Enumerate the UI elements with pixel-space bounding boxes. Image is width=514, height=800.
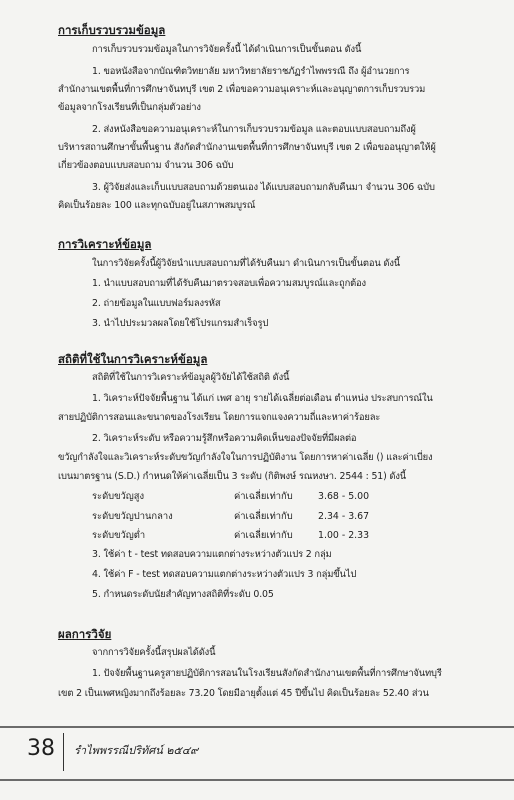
heading-data-analysis: การวิเคราะห์ข้อมูล <box>58 237 152 251</box>
level-label: ระดับขวัญปานกลาง <box>92 511 173 522</box>
level-range: 2.34 - 3.67 <box>318 511 370 522</box>
journal-name: รำไพพรรณีปริทัศน์ ๒๕๔๙ <box>74 744 199 757</box>
heading-data-collection: การเก็บรวบรวมข้อมูล <box>58 23 166 37</box>
paragraph-line: เบนมาตรฐาน (S.D.) กำหนดให้ค่าเฉลี่ยเป็น 3 ระดับ (กิติพงษ์ รณหงษา. 2544 : 51) ดังนี้ <box>58 471 407 482</box>
paragraph-line: สำนักงานเขตพื้นที่การศึกษาจันทบุรี เขต 2 เพื่อขอความอนุเคราะห์และอนุญาตการเก็บรวบรวม <box>58 84 426 95</box>
paragraph-line: เกี่ยวข้องตอบแบบสอบถาม จำนวน 306 ฉบับ <box>58 160 234 171</box>
level-range: 3.68 - 5.00 <box>318 491 370 502</box>
paragraph-line: ในการวิจัยครั้งนี้ผู้วิจัยนำแบบสอบถามที่ได้รับคืนมา ดำเนินการเป็นขั้นตอน ดังนี้ <box>92 258 401 269</box>
paragraph-line: 5. กำหนดระดับนัยสำคัญทางสถิติที่ระดับ 0.05 <box>92 589 274 600</box>
footer-rule <box>0 726 514 728</box>
paragraph-line: 3. ใช้ค่า t - test ทดสอบความแตกต่างระหว่างตัวแปร 2 กลุ่ม <box>92 549 332 560</box>
paragraph-line: สายปฏิบัติการสอนและขนาดของโรงเรียน โดยการแจกแจงความถี่และหาค่าร้อยละ <box>58 412 381 423</box>
paragraph-line: 2. ส่งหนังสือขอความอนุเคราะห์ในการเก็บรวบรวมข้อมูล และตอบแบบสอบถามถึงผู้ <box>92 124 416 135</box>
heading-results: ผลการวิจัย <box>58 627 112 641</box>
paragraph-line: 2. ถ่ายข้อมูลในแบบฟอร์มลงรหัส <box>92 298 221 309</box>
level-mean-text: ค่าเฉลี่ยเท่ากับ <box>234 511 293 522</box>
paragraph-line: 4. ใช้ค่า F - test ทดสอบความแตกต่างระหว่างตัวแปร 3 กลุ่มขึ้นไป <box>92 569 357 580</box>
paragraph-line: คิดเป็นร้อยละ 100 และทุกฉบับอยู่ในสภาพสมบูรณ์ <box>58 200 256 211</box>
paragraph-line: บริหารสถานศึกษาขั้นพื้นฐาน สังกัดสำนักงานเขตพื้นที่การศึกษาจันทบุรี เขต 2 เพื่อขออนุญาตให้ผู้ <box>58 142 436 153</box>
paragraph-line: 2. วิเคราะห์ระดับ หรือความรู้สึกหรือความคิดเห็นของปัจจัยที่มีผลต่อ <box>92 433 357 444</box>
paragraph-line: 1. ขอหนังสือจากบัณฑิตวิทยาลัย มหาวิทยาลัยราชภัฏรำไพพรรณี ถึง ผู้อำนวยการ <box>92 66 410 77</box>
paragraph-line: ข้อมูลจากโรงเรียนที่เป็นกลุ่มตัวอย่าง <box>58 102 201 113</box>
paragraph-line: 3. นำไปประมวลผลโดยใช้โปรแกรมสำเร็จรูป <box>92 318 269 329</box>
paragraph-line: จากการวิจัยครั้งนี้สรุปผลได้ดังนี้ <box>92 647 216 658</box>
paragraph-line: 1. ปัจจัยพื้นฐานครูสายปฏิบัติการสอนในโรงเรียนสังกัดสำนักงานเขตพื้นที่การศึกษาจันทบุรี <box>92 668 442 679</box>
paragraph-line: 1. วิเคราะห์ปัจจัยพื้นฐาน ได้แก่ เพศ อายุ รายได้เฉลี่ยต่อเดือน ตำแหน่ง ประสบการณ์ใน <box>92 393 433 404</box>
page-number: 38 <box>27 736 55 761</box>
paragraph-line: ขวัญกำลังใจและวิเคราะห์ระดับขวัญกำลังใจในการปฏิบัติงาน โดยการหาค่าเฉลี่ย () และค่าเบี่ยง <box>58 452 433 463</box>
level-range: 1.00 - 2.33 <box>318 530 370 541</box>
footer-divider <box>63 733 64 771</box>
paragraph-line: การเก็บรวบรวมข้อมูลในการวิจัยครั้งนี้ ได้ดำเนินการเป็นขั้นตอน ดังนี้ <box>92 44 362 55</box>
level-mean-text: ค่าเฉลี่ยเท่ากับ <box>234 530 293 541</box>
heading-statistics: สถิติที่ใช้ในการวิเคราะห์ข้อมูล <box>58 352 208 366</box>
level-label: ระดับขวัญต่ำ <box>92 530 146 541</box>
paragraph-line: สถิติที่ใช้ในการวิเคราะห์ข้อมูลผู้วิจัยได้ใช้สถิติ ดังนี้ <box>92 372 290 383</box>
paragraph-line: 3. ผู้วิจัยส่งและเก็บแบบสอบถามด้วยตนเอง ได้แบบสอบถามกลับคืนมา จำนวน 306 ฉบับ <box>92 182 435 193</box>
paragraph-line: เขต 2 เป็นเพศหญิงมากถึงร้อยละ 73.20 โดยมีอายุตั้งแต่ 45 ปีขึ้นไป คิดเป็นร้อยละ 52.40 ส่วน <box>58 688 429 699</box>
paragraph-line: 1. นำแบบสอบถามที่ได้รับคืนมาตรวจสอบเพื่อความสมบูรณ์และถูกต้อง <box>92 278 366 289</box>
level-label: ระดับขวัญสูง <box>92 491 145 502</box>
footer-rule <box>0 779 514 781</box>
level-mean-text: ค่าเฉลี่ยเท่ากับ <box>234 491 293 502</box>
